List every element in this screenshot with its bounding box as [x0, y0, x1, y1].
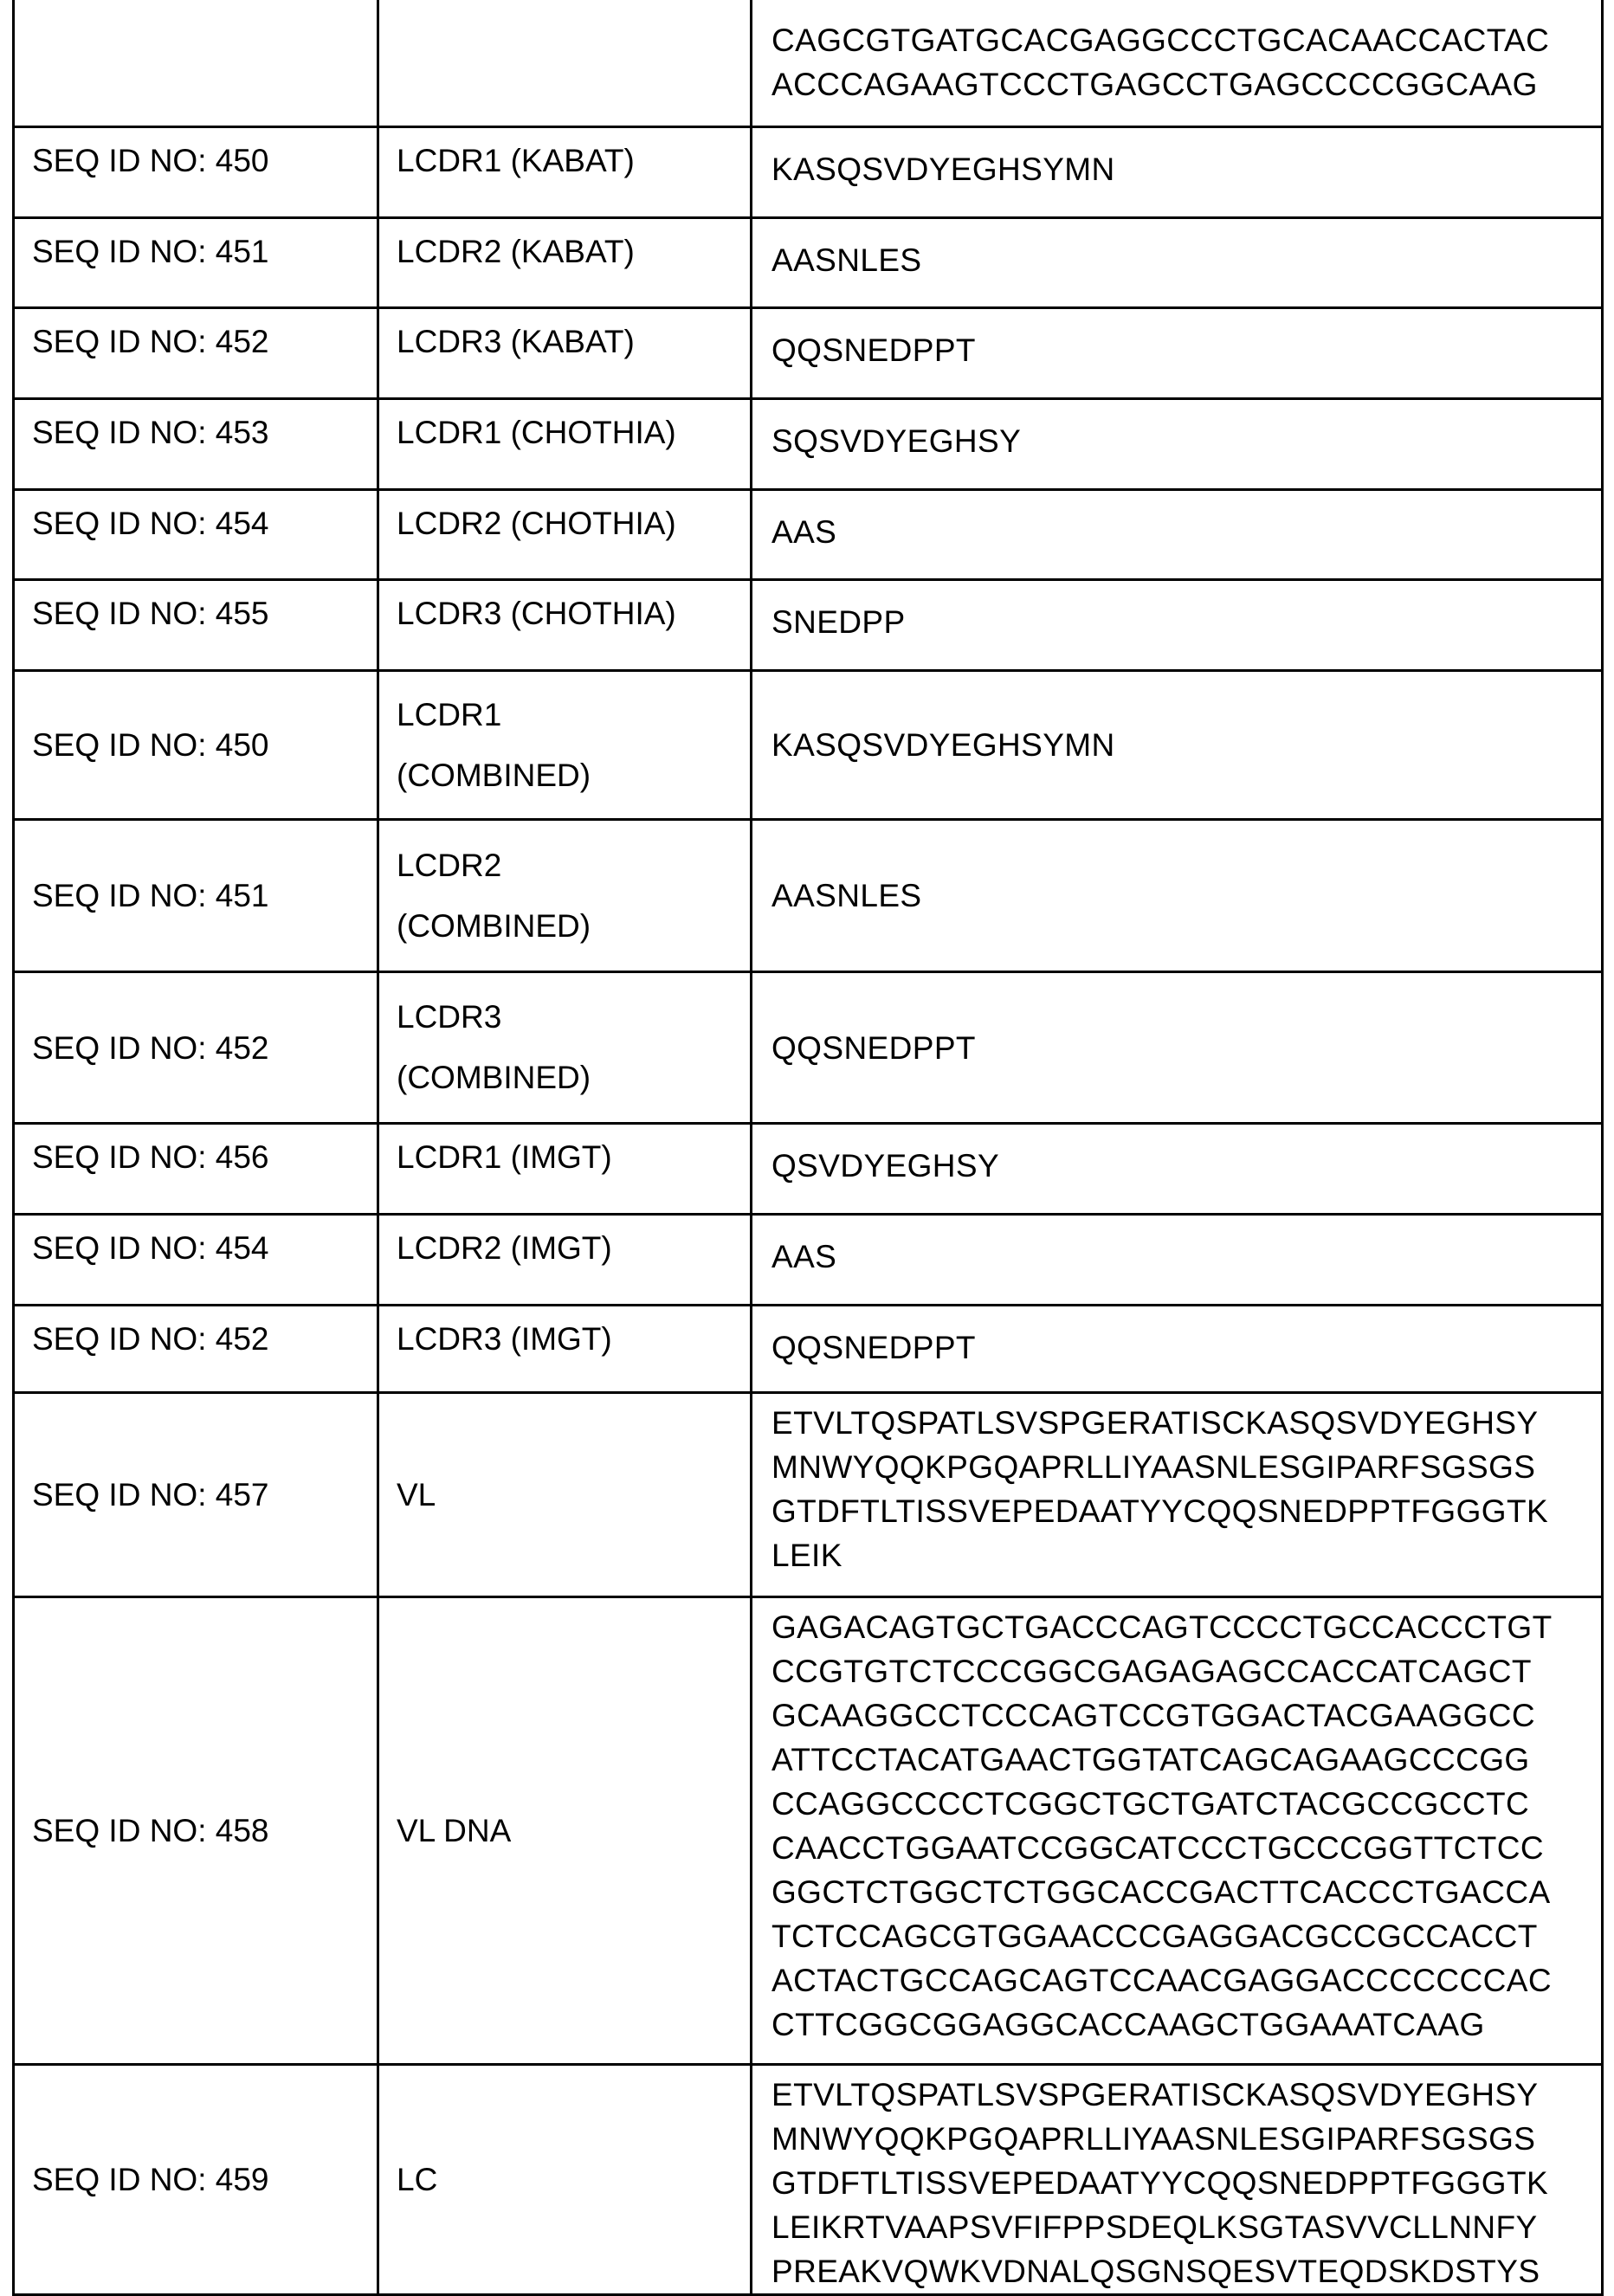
sequence-line: PREAKVQWKVDNALQSGNSQESVTEQDSKDSTYS — [771, 2249, 1601, 2293]
region-cell: LCDR3 (KABAT) — [378, 308, 752, 399]
seq-id-cell: SEQ ID NO: 456 — [14, 1124, 378, 1215]
table-row — [14, 1393, 1603, 1597]
sequence-cell — [752, 1597, 1603, 2065]
sequence-line: CCGTGTCTCCCGGCGAGAGAGCCACCATCAGCT — [771, 1649, 1601, 1693]
seq-id-cell: SEQ ID NO: 453 — [14, 399, 378, 490]
sequence-line: QSVDYEGHSY — [771, 1144, 1601, 1188]
sequence-line: LEIK — [771, 1533, 1601, 1577]
sequence-line: GGCTCTGGCTCTGGCACCGACTTCACCCTGACCA — [771, 1870, 1601, 1914]
sequence-line: CAGCGTGATGCACGAGGCCCTGCACAACCACTAC — [771, 18, 1601, 62]
sequence-cell — [752, 1393, 1603, 1597]
sequence-line: QQSNEDPPT — [771, 1026, 1601, 1070]
sequence-table-body — [14, 0, 1603, 2295]
region-line: LCDR3 — [397, 987, 750, 1048]
sequence-line: KASQSVDYEGHSYMN — [771, 147, 1601, 191]
seq-id-cell: SEQ ID NO: 451 — [14, 218, 378, 308]
table-row — [14, 1597, 1603, 2065]
region-line: LCDR1 — [397, 685, 750, 745]
seq-id-cell: SEQ ID NO: 459 — [14, 2065, 378, 2295]
sequence-line: ATTCCTACATGAACTGGTATCAGCAGAAGCCCGG — [771, 1738, 1601, 1782]
sequence-line: AASNLES — [771, 238, 1601, 282]
sequence-line: LEIKRTVAAPSVFIFPPSDEQLKSGTASVVCLLNNFY — [771, 2205, 1601, 2249]
sequence-line: GCAAGGCCTCCCAGTCCGTGGACTACGAAGGCC — [771, 1693, 1601, 1738]
region-cell: LCDR1 (CHOTHIA) — [378, 399, 752, 490]
table-row — [14, 580, 1603, 671]
sequence-line: TCTCCAGCGTGGAACCCGAGGACGCCGCCACCT — [771, 1914, 1601, 1958]
sequence-line: QQSNEDPPT — [771, 1325, 1601, 1370]
sequence-line: GTDFTLTISSVEPEDAATYYCQQSNEDPPTFGGGTK — [771, 2161, 1601, 2205]
region-cell — [378, 972, 752, 1124]
table-row — [14, 490, 1603, 580]
sequence-cell — [752, 490, 1603, 580]
table-row — [14, 2065, 1603, 2295]
region-cell: VL — [378, 1393, 752, 1597]
seq-id-cell: SEQ ID NO: 450 — [14, 671, 378, 820]
region-cell: LC — [378, 2065, 752, 2295]
region-line: (COMBINED) — [397, 896, 750, 957]
table-row — [14, 0, 1603, 127]
sequence-line: KASQSVDYEGHSYMN — [771, 723, 1601, 767]
sequence-line: GTDFTLTISSVEPEDAATYYCQQSNEDPPTFGGGTK — [771, 1489, 1601, 1533]
sequence-cell — [752, 218, 1603, 308]
sequence-cell — [752, 399, 1603, 490]
sequence-cell — [752, 580, 1603, 671]
sequence-line: QQSNEDPPT — [771, 328, 1601, 372]
region-cell: LCDR2 (IMGT) — [378, 1215, 752, 1306]
sequence-line: ETVLTQSPATLSVSPGERATISCKASQSVDYEGHSY — [771, 2073, 1601, 2117]
table-row — [14, 399, 1603, 490]
seq-id-cell: SEQ ID NO: 454 — [14, 1215, 378, 1306]
region-line: LCDR2 — [397, 835, 750, 896]
table-row — [14, 972, 1603, 1124]
region-cell — [378, 671, 752, 820]
sequence-line: ACCCAGAAGTCCCTGAGCCTGAGCCCCGGCAAG — [771, 62, 1601, 106]
sequence-line: ETVLTQSPATLSVSPGERATISCKASQSVDYEGHSY — [771, 1401, 1601, 1445]
sequence-line: AAS — [771, 510, 1601, 554]
table-row — [14, 1215, 1603, 1306]
seq-id-cell: SEQ ID NO: 450 — [14, 127, 378, 218]
region-cell: LCDR2 (CHOTHIA) — [378, 490, 752, 580]
sequence-line: SQSVDYEGHSY — [771, 419, 1601, 463]
sequence-cell — [752, 308, 1603, 399]
region-cell: VL DNA — [378, 1597, 752, 2065]
sequence-cell — [752, 127, 1603, 218]
region-line: (COMBINED) — [397, 1048, 750, 1108]
seq-id-cell: SEQ ID NO: 451 — [14, 820, 378, 972]
sequence-line: AAS — [771, 1235, 1601, 1279]
seq-id-cell: SEQ ID NO: 454 — [14, 490, 378, 580]
table-row — [14, 127, 1603, 218]
sequence-cell — [752, 1306, 1603, 1393]
sequence-table — [12, 0, 1604, 2296]
sequence-cell — [752, 2065, 1603, 2295]
table-row — [14, 820, 1603, 972]
sequence-cell — [752, 972, 1603, 1124]
region-cell: LCDR1 (IMGT) — [378, 1124, 752, 1215]
sequence-line: AASNLES — [771, 874, 1601, 918]
table-row — [14, 1124, 1603, 1215]
table-row — [14, 308, 1603, 399]
seq-id-cell: SEQ ID NO: 452 — [14, 1306, 378, 1393]
sequence-line: CCAGGCCCCTCGGCTGCTGATCTACGCCGCCTC — [771, 1782, 1601, 1826]
region-cell: LCDR3 (IMGT) — [378, 1306, 752, 1393]
seq-id-cell: SEQ ID NO: 452 — [14, 972, 378, 1124]
seq-id-cell: SEQ ID NO: 457 — [14, 1393, 378, 1597]
sequence-cell — [752, 0, 1603, 127]
region-cell: LCDR2 (KABAT) — [378, 218, 752, 308]
sequence-line: MNWYQQKPGQAPRLLIYAASNLESGIPARFSGSGS — [771, 1445, 1601, 1489]
table-row — [14, 218, 1603, 308]
sequence-line: ACTACTGCCAGCAGTCCAACGAGGACCCCCCCAC — [771, 1958, 1601, 2003]
sequence-cell — [752, 820, 1603, 972]
table-row — [14, 671, 1603, 820]
region-cell: LCDR3 (CHOTHIA) — [378, 580, 752, 671]
region-cell — [378, 820, 752, 972]
sequence-line: GAGACAGTGCTGACCCAGTCCCCTGCCACCCTGT — [771, 1605, 1601, 1649]
sequence-line: CTTCGGCGGAGGCACCAAGCTGGAAATCAAG — [771, 2003, 1601, 2047]
region-line: (COMBINED) — [397, 745, 750, 806]
region-cell: LCDR1 (KABAT) — [378, 127, 752, 218]
sequence-cell — [752, 1215, 1603, 1306]
sequence-line: MNWYQQKPGQAPRLLIYAASNLESGIPARFSGSGS — [771, 2117, 1601, 2161]
region-cell — [378, 0, 752, 127]
sequence-cell — [752, 1124, 1603, 1215]
sequence-line: SNEDPP — [771, 600, 1601, 644]
sequence-line: CAACCTGGAATCCGGCATCCCTGCCCGGTTCTCC — [771, 1826, 1601, 1870]
table-row — [14, 1306, 1603, 1393]
sequence-cell — [752, 671, 1603, 820]
seq-id-cell: SEQ ID NO: 455 — [14, 580, 378, 671]
seq-id-cell: SEQ ID NO: 458 — [14, 1597, 378, 2065]
seq-id-cell: SEQ ID NO: 452 — [14, 308, 378, 399]
seq-id-cell — [14, 0, 378, 127]
